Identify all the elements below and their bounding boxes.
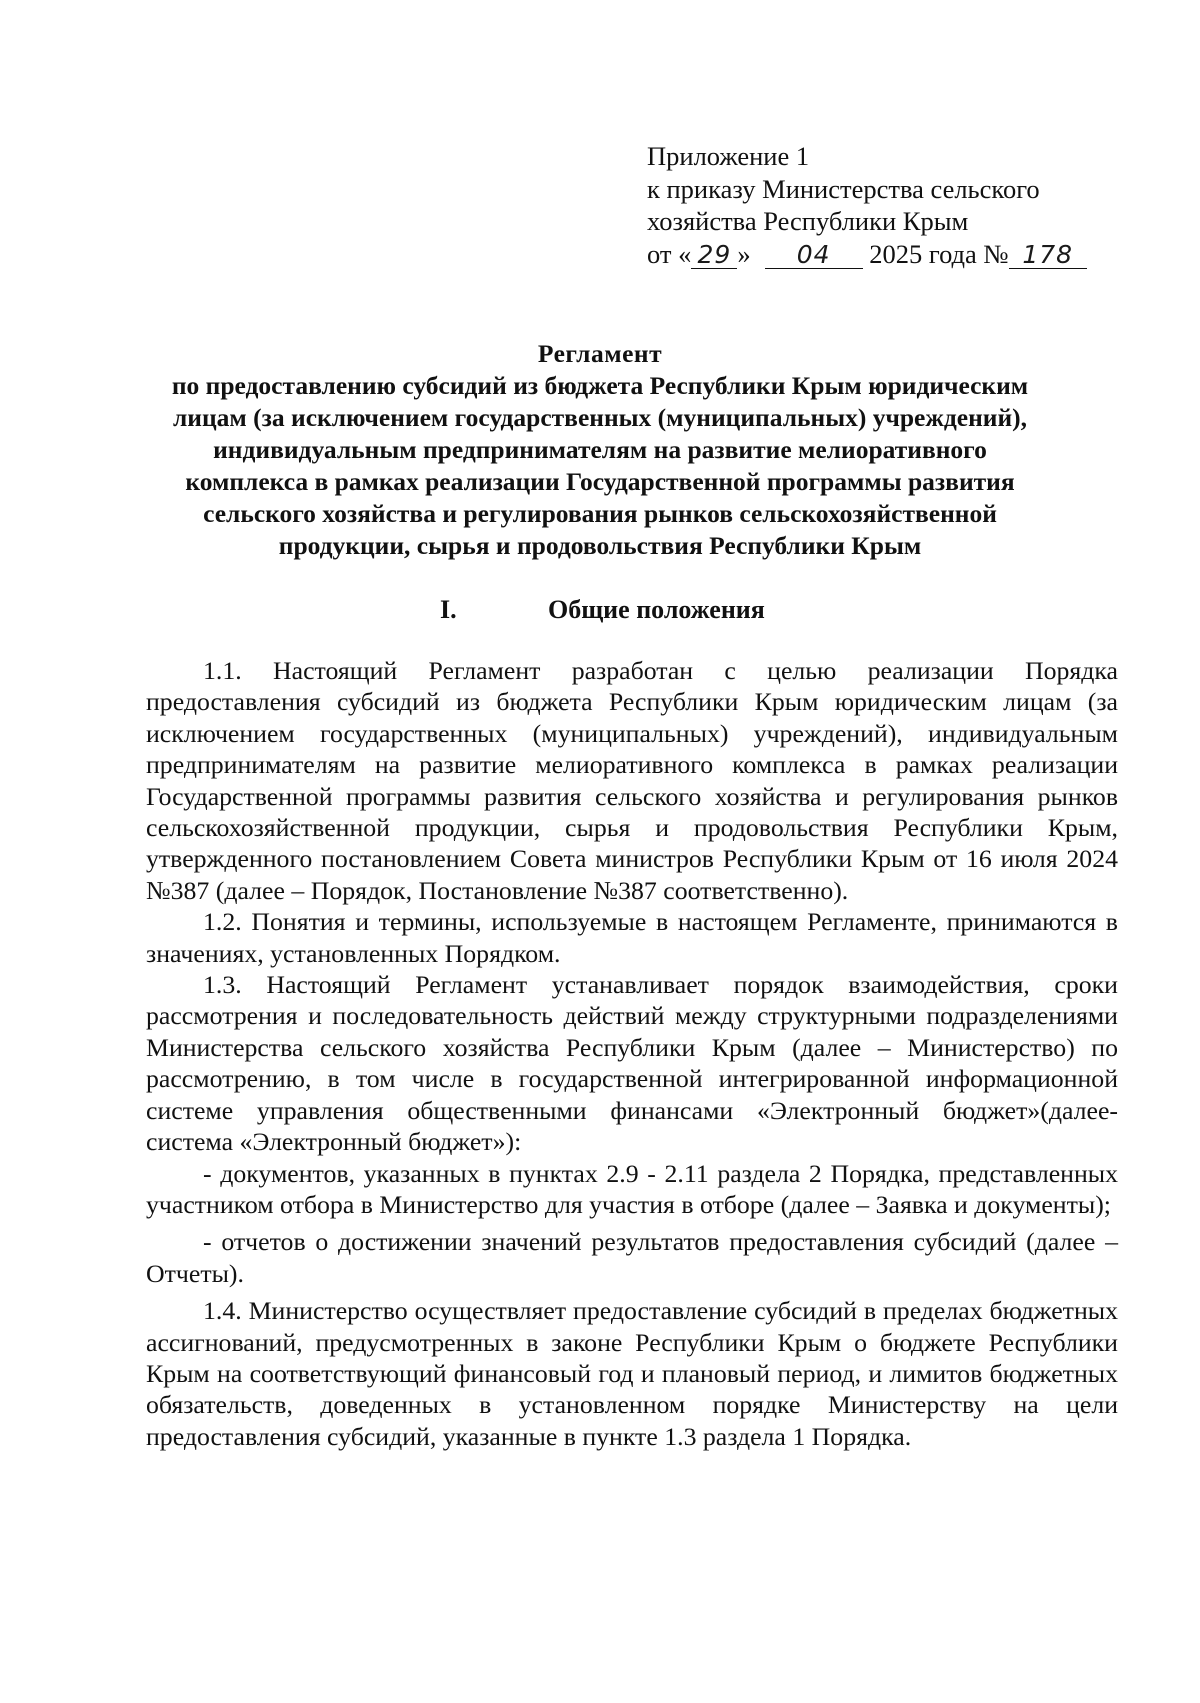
section-heading <box>440 594 1000 626</box>
list-item-reports: - отчетов о достижении значений результатов предоставления субсидий (далее – Отчеты). <box>146 1227 1118 1288</box>
date-year-text: 2025 года № <box>869 238 1009 269</box>
appendix-order-line: к приказу Министерства сельского <box>647 173 1040 204</box>
paragraph-1-2: 1.2. Понятия и термины, используемые в настоящем Регламенте, принимаются в значениях, установленных Порядком. <box>146 907 1118 968</box>
handwritten-month: 04 <box>796 239 831 269</box>
document-body <box>146 655 1118 1452</box>
title-line: по предоставлению субсидий из бюджета Республики Крым юридическим <box>171 371 1029 400</box>
title-line: лицам (за исключением государственных (муниципальных) учреждений), <box>172 403 1028 432</box>
date-day-suffix: » <box>737 238 751 269</box>
appendix-date-line <box>647 238 1107 271</box>
paragraph-1-1: 1.1. Настоящий Регламент разработан с целью реализации Порядка предоставления субсидий из бюджета Республики Крым юридическим лицам (за исключением государственных (муниципальных) учреждений), индивидуальным предпринимателям на развитие мелиоративного комплекса в рамках реализации Государственной программы развития сельского хозяйства и регулирования рынков сельскохозяйственной продукции, сырья и продовольствия Республики Крым, утвержденного постановлением Совета министров Республики Крым от 16 июля 2024 №387 (далее – Порядок, Постановление №387 соответственно). <box>146 656 1118 905</box>
appendix-ministry-line: хозяйства Республики Крым <box>647 206 969 236</box>
date-month <box>765 241 863 269</box>
title-line: продукции, сырья и продовольствия Республики Крым <box>278 531 922 560</box>
list-item-documents: - документов, указанных в пунктах 2.9 - 2.11 раздела 2 Порядка, представленных участником отбора в Министерство для участия в отборе (далее – Заявка и документы); <box>146 1158 1118 1219</box>
title-line: индивидуальным предпринимателям на развитие мелиоративного <box>213 435 987 464</box>
date-day <box>691 241 737 269</box>
handwritten-day: 29 <box>697 239 732 269</box>
handwritten-number: 178 <box>1022 239 1074 269</box>
appendix-title: Приложение 1 <box>647 141 810 171</box>
date-prefix: от « <box>647 238 692 269</box>
appendix-block <box>647 140 1107 270</box>
paragraph-1-3: 1.3. Настоящий Регламент устанавливает порядок взаимодействия, сроки рассмотрения и последовательность действий между структурными подразделениями Министерства сельского хозяйства Республики Крым (далее – Министерство) по рассмотрению, в том числе в государственной интегрированной информационной системе управления общественными финансами «Электронный бюджет»(далее- система «Электронный бюджет»): <box>146 970 1118 1157</box>
title-line: комплекса в рамках реализации Государственной программы развития <box>185 467 1015 496</box>
order-number <box>1009 241 1087 269</box>
title-heading: Регламент <box>537 339 663 368</box>
section-title: Общие положения <box>548 595 765 624</box>
section-number: I. <box>440 595 457 624</box>
title-line: сельского хозяйства и регулирования рынков сельскохозяйственной <box>203 499 997 528</box>
paragraph-1-4: 1.4. Министерство осуществляет предоставление субсидий в пределах бюджетных ассигнований, предусмотренных в законе Республики Крым о бюджете Республики Крым на соответствующий финансовый год и плановый период, и лимитов бюджетных обязательств, доведенных в установленном порядке Министерству на цели предоставления субсидий, указанные в пункте 1.3 раздела 1 Порядка. <box>146 1296 1118 1451</box>
document-title <box>100 338 1100 562</box>
